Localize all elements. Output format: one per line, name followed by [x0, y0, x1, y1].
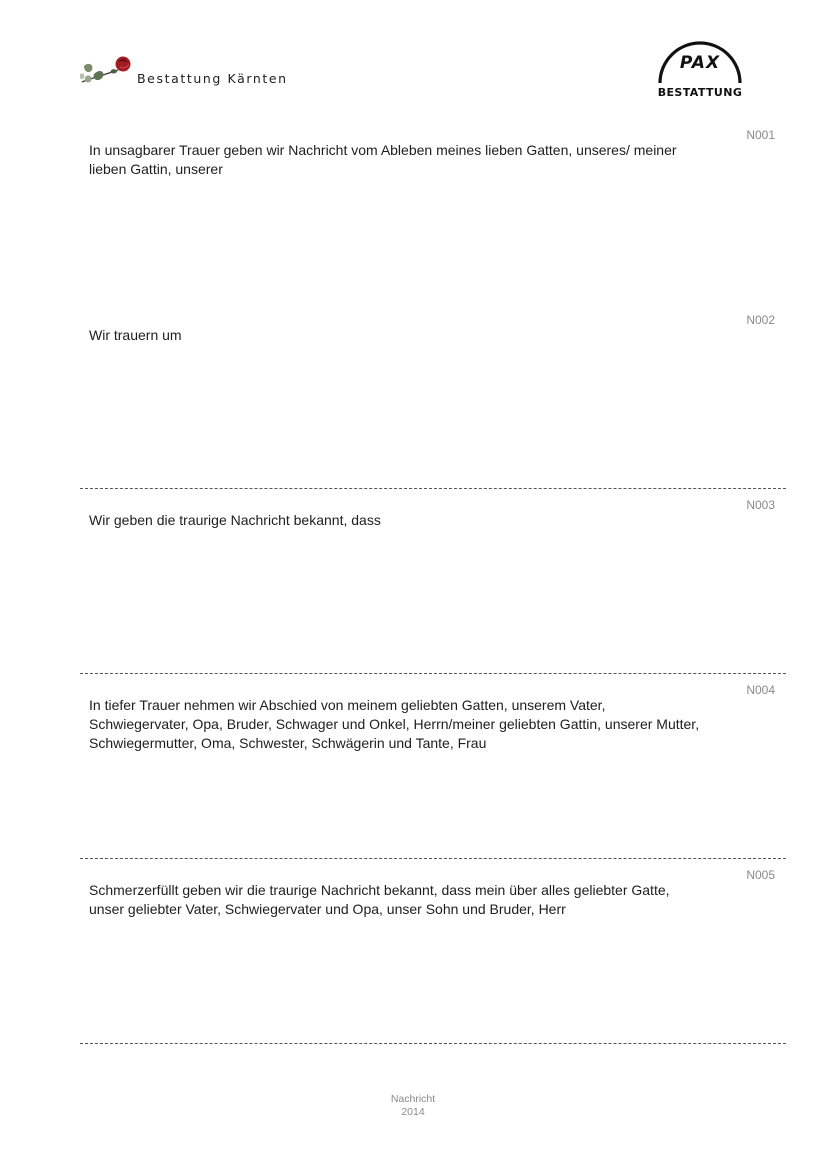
- template-text: Wir trauern um: [89, 327, 182, 343]
- template-text: Wir geben die traurige Nachricht bekannt, dass: [89, 512, 381, 528]
- rose-icon: [80, 52, 136, 92]
- notice-template-n001[interactable]: [80, 122, 786, 307]
- brand-name-right: PAX: [679, 53, 721, 73]
- template-code: N004: [746, 683, 775, 697]
- template-code: N003: [746, 498, 775, 512]
- brand-subtitle-right: BESTATTUNG: [657, 86, 743, 99]
- dashed-divider: [80, 673, 786, 674]
- notice-template-n004[interactable]: [80, 677, 786, 862]
- notice-template-n005[interactable]: [80, 862, 786, 1047]
- footer-year: 2014: [401, 1106, 425, 1118]
- brand-name-left: Bestattung Kärnten: [137, 71, 288, 86]
- footer-category: Nachricht: [390, 1093, 436, 1105]
- template-code: N001: [746, 128, 775, 142]
- notice-template-n002[interactable]: [80, 307, 786, 492]
- template-text: In unsagbarer Trauer geben wir Nachricht vom Ableben meines lieben Gatten, unseres/ meiner lieben Gattin, unserer: [89, 142, 677, 177]
- dashed-divider: [80, 1043, 786, 1044]
- template-code: N002: [746, 313, 775, 327]
- pax-bestattung-logo: [652, 40, 748, 102]
- notice-template-n003[interactable]: [80, 492, 786, 677]
- dashed-divider: [80, 488, 786, 489]
- bestattung-kaernten-logo: [80, 52, 310, 92]
- template-code: N005: [746, 868, 775, 882]
- template-text: Schmerzerfüllt geben wir die traurige Nachricht bekannt, dass mein über alles geliebter Gatte, unser geliebter Vater, Schwiegervater und Opa, unser Sohn und Bruder, Herr: [89, 882, 670, 917]
- page-footer: [0, 1093, 826, 1119]
- template-text: In tiefer Trauer nehmen wir Abschied von meinem geliebten Gatten, unserem Vater, Schwiegervater, Opa, Bruder, Schwager und Onkel, Herrn/meiner geliebten Gattin, unserer Mutter, Schwiegermutter, Oma, Schwester, Schwägerin und Tante, Frau: [89, 697, 700, 751]
- dashed-divider: [80, 858, 786, 859]
